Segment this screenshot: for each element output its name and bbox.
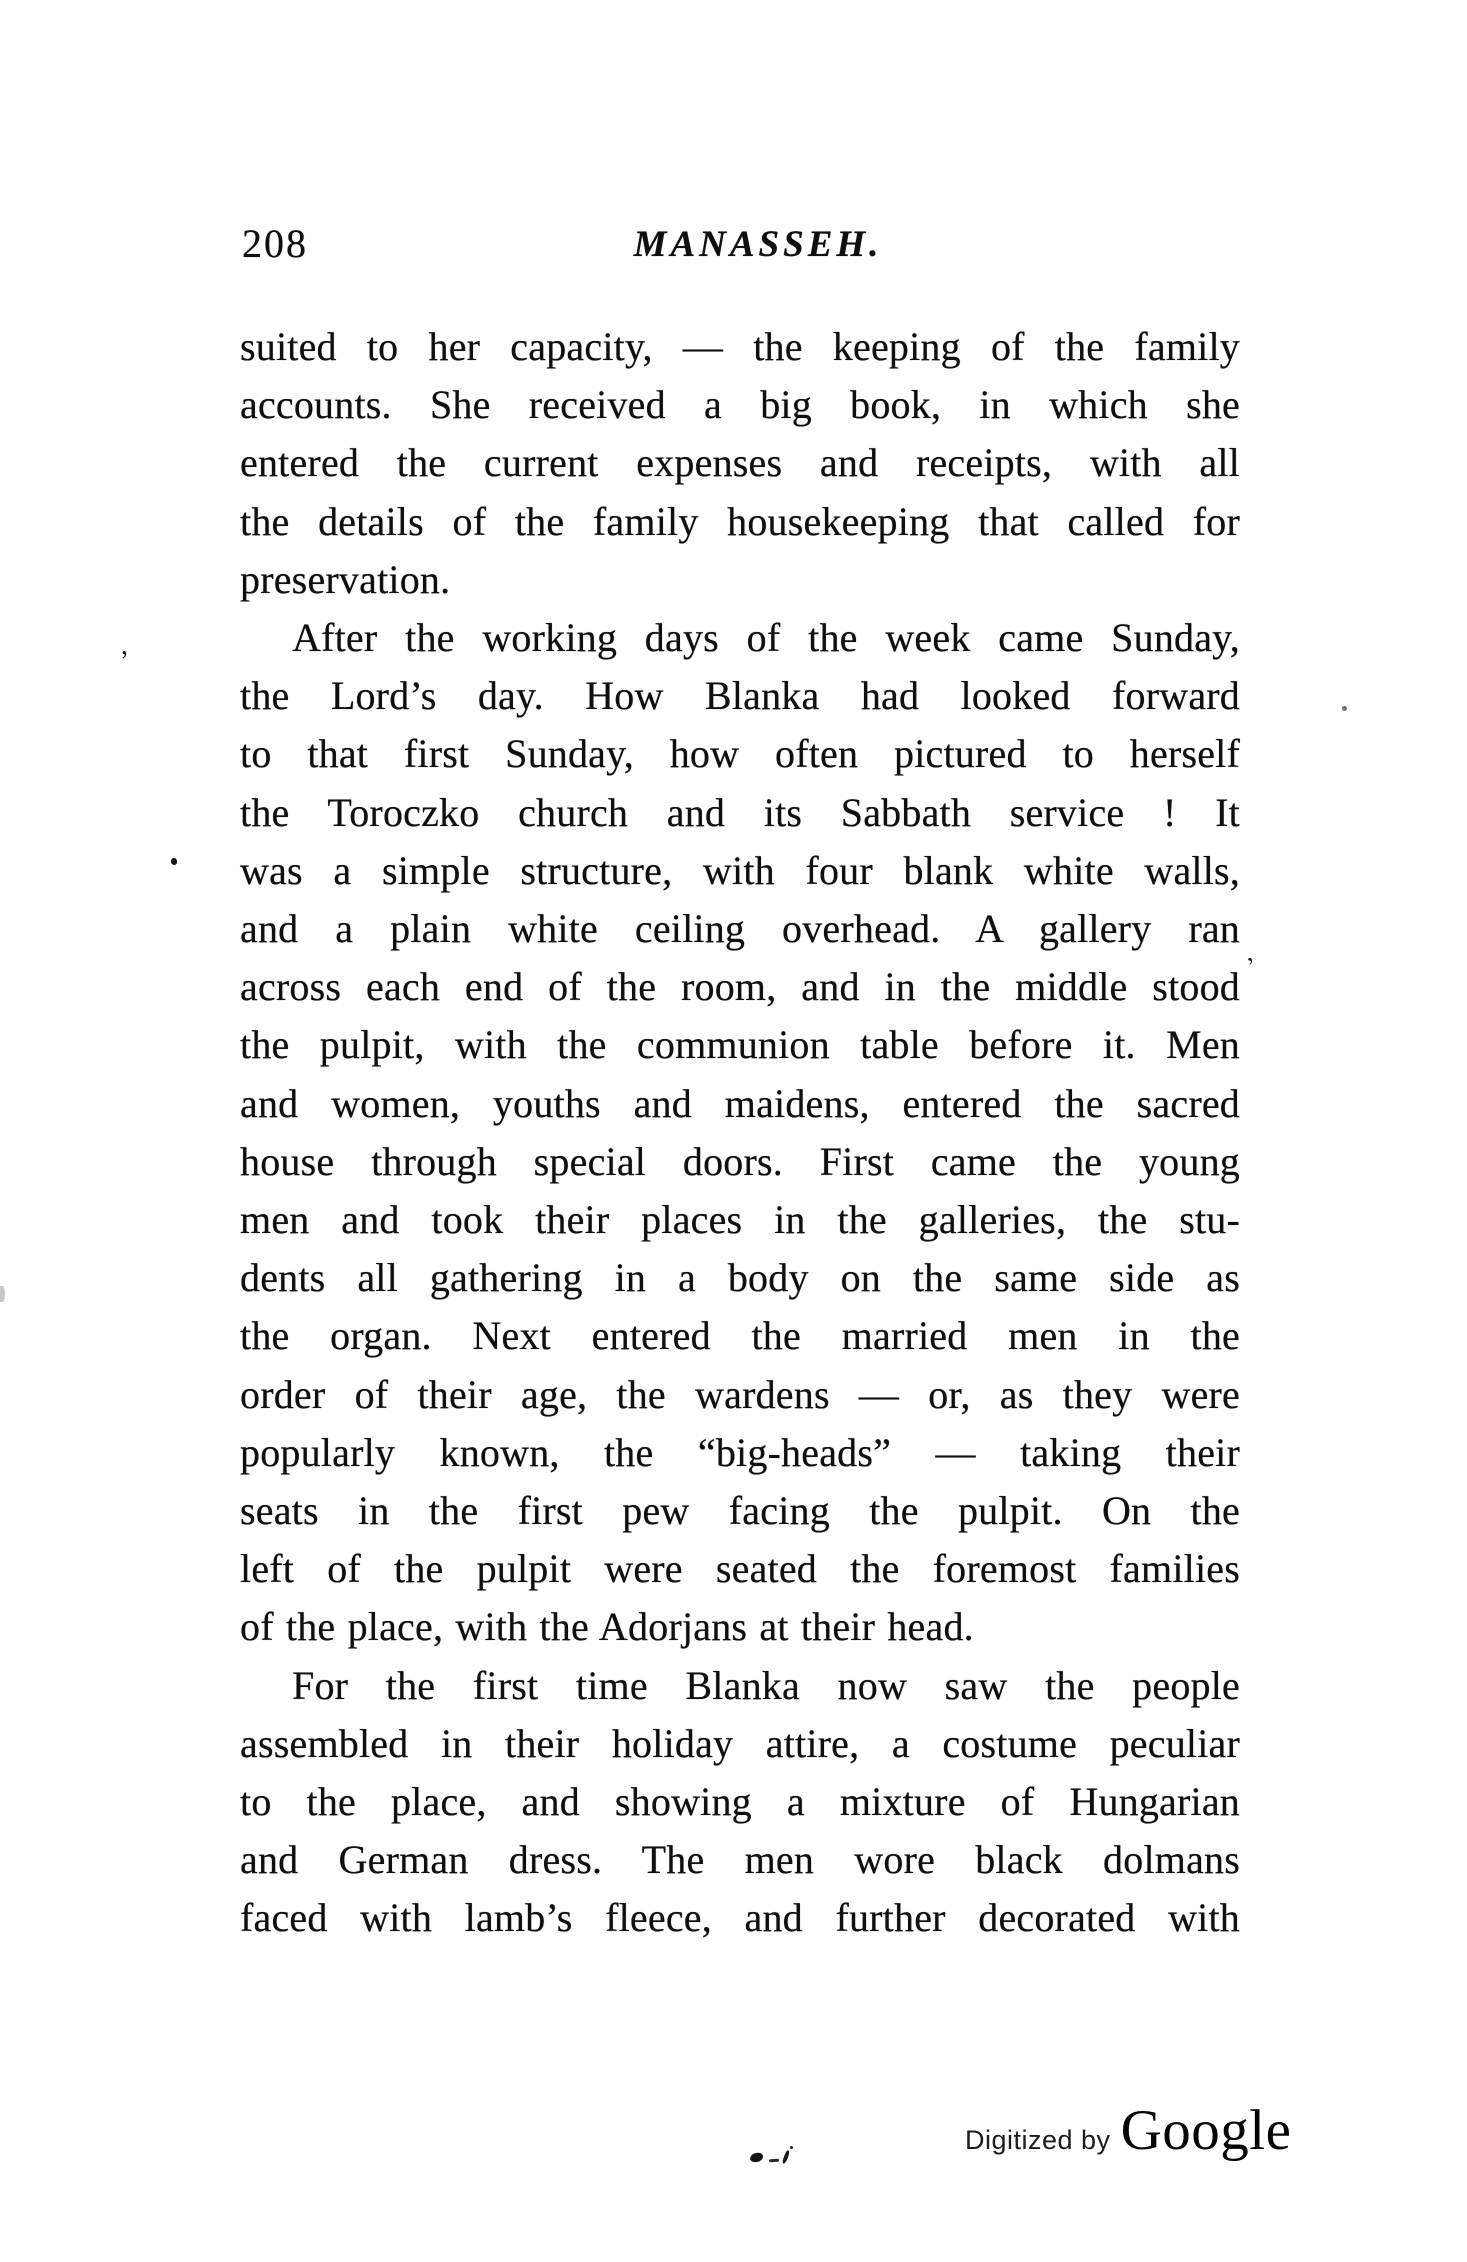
text-line: order of their age, the wardens — or, as they were — [240, 1371, 1240, 1417]
google-logo: Google — [1120, 2099, 1292, 2162]
running-title: MANASSEH. — [633, 224, 883, 265]
text-line: seats in the first pew facing the pulpit. On the — [240, 1488, 1240, 1534]
digitized-by-label: Digitized by — [965, 2125, 1111, 2155]
text-line: preservation. — [240, 556, 451, 602]
ink-smudge-hook — [782, 2150, 791, 2164]
text-line: accounts. She received a big book, in which she — [240, 382, 1240, 428]
ink-speck-after-ran-comma: , — [1238, 937, 1256, 968]
text-line: popularly known, the “big-heads” — taking their — [240, 1429, 1240, 1475]
running-header — [240, 221, 1240, 268]
text-line: house through special doors. First came the young — [240, 1138, 1240, 1184]
ink-smudge-dot — [790, 2146, 793, 2149]
ink-smudge-blob — [749, 2152, 763, 2163]
text-line: faced with lamb’s fleece, and further decorated with — [240, 1895, 1240, 1941]
text-line: of the place, with the Adorjans at their head. — [240, 1604, 974, 1650]
scan-edge-streak — [0, 1286, 5, 1302]
text-line: and a plain white ceiling overhead. A gallery ran — [240, 906, 1240, 952]
text-line: and women, youths and maidens, entered the sacred — [240, 1080, 1240, 1126]
text-line: suited to her capacity, — the keeping of the family — [240, 324, 1240, 369]
text-line: the Toroczko church and its Sabbath service ! It — [240, 789, 1240, 835]
text-line: left of the pulpit were seated the foremost families — [240, 1546, 1240, 1592]
text-line: After the working days of the week came Sunday, — [292, 615, 1240, 661]
text-line: to that first Sunday, how often pictured to herself — [240, 731, 1240, 777]
text-line: across each end of the room, and in the middle stood — [240, 964, 1240, 1010]
body-text — [240, 318, 1240, 1948]
text-line: entered the current expenses and receipts, with all — [240, 440, 1240, 486]
text-line: dents all gathering in a body on the same side as — [240, 1255, 1240, 1301]
text-line: the details of the family housekeeping that called for — [240, 498, 1240, 544]
ink-speck-left-margin-comma: , — [117, 629, 130, 662]
ink-speck-right-margin-dot — [1342, 706, 1347, 711]
text-line: assembled in their holiday attire, a costume peculiar — [240, 1720, 1240, 1766]
text-line: and German dress. The men wore black dolmans — [240, 1837, 1240, 1883]
digitization-credit — [965, 2098, 1291, 2163]
text-line: to the place, and showing a mixture of Hungarian — [240, 1779, 1240, 1825]
text-line: For the first time Blanka now saw the people — [292, 1662, 1240, 1708]
text-line: was a simple structure, with four blank white walls, — [240, 847, 1240, 893]
text-line: the organ. Next entered the married men in the — [240, 1313, 1240, 1359]
text-line: the pulpit, with the communion table before it. Men — [240, 1022, 1240, 1068]
text-line: the Lord’s day. How Blanka had looked forward — [240, 673, 1240, 719]
ink-speck-left-margin-dot — [171, 858, 177, 865]
ink-smudge-dash — [769, 2159, 779, 2163]
page-number: 208 — [242, 221, 308, 266]
text-line: men and took their places in the galleries, the stu- — [240, 1197, 1240, 1243]
